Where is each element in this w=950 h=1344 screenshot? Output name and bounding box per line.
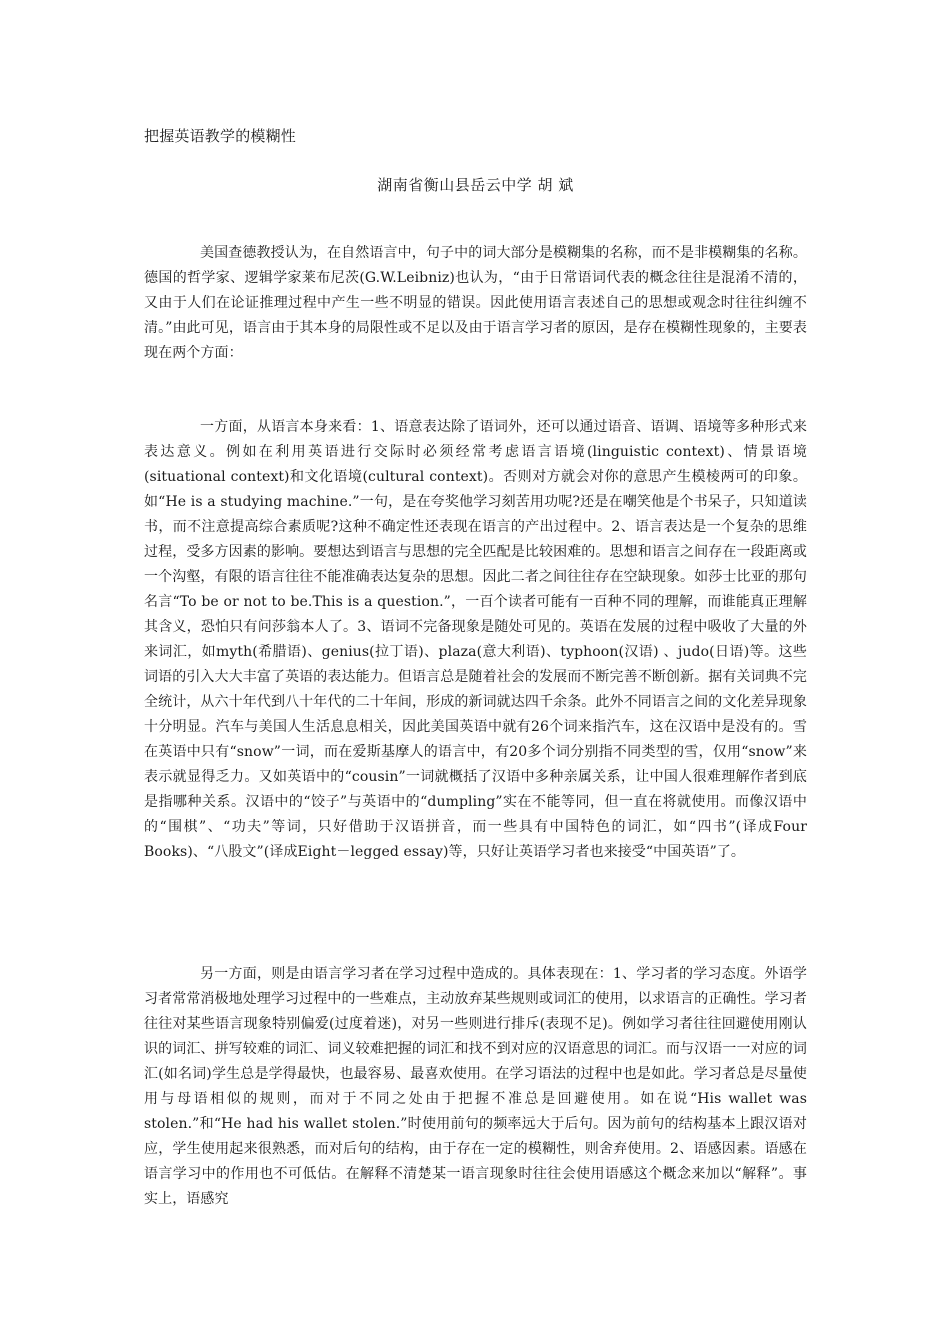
author-line: 湖南省衡山县岳云中学 胡 斌 xyxy=(377,176,574,194)
body-paragraph: 美国查德教授认为，在自然语言中，句子中的词大部分是模糊集的名称，而不是非模糊集的名称。德国的哲学家、逻辑学家莱布尼茨(G.W.Leibniz)也认为，“由于日常语词代表的概念往往是混淆不清的，又由于人们在论证推理过程中产生一些不明显的错误。因此使用语言表述自己的思想或观念时往往纠缠不清。”由此可见，语言由于其本身的局限性或不足以及由于语言学习者的原因，是存在模糊性现象的，主要表现在两个方面： xyxy=(144,245,807,361)
body-paragraph: 一方面，从语言本身来看：1、语意表达除了语词外，还可以通过语音、语调、语境等多种形式来表达意义。例如在利用英语进行交际时必须经常考虑语言语境(linguistic context)、情景语境(situational context)和文化语境(cultural context)。否则对方就会对你的意思产生模棱两可的印象。如“He is a studying machine.”一句，是在夸奖他学习刻苦用功呢?还是在嘲笑他是个书呆子，只知道读书，而不注意提高综合素质呢?这种不确定性还表现在语言的产出过程中。2、语言表达是一个复杂的思维过程，受多方因素的影响。要想达到语言与思想的完全匹配是比较困难的。思想和语言之间存在一段距离或一个沟壑，有限的语言往往不能准确表达复杂的思想。因此二者之间往往存在空缺现象。如莎士比亚的那句名言“To be or not to be.This is a question.”，一百个读者可能有一百种不同的理解，而谁能真正理解其含义，恐怕只有问莎翁本人了。3、语词不完备现象是随处可见的。英语在发展的过程中吸收了大量的外来词汇，如myth(希腊语)、genius(拉丁语)、plaza(意大利语)、typhoon(汉语) 、judo(日语)等。这些词语的引入大大丰富了英语的表达能力。但语言总是随着社会的发展而不断完善不断创新。据有关词典不完全统计，从六十年代到八十年代的二十年间，形成的新词就达四千余条。此外不同语言之间的文化差异现象十分明显。汽车与美国人生活息息相关，因此美国英语中就有26个词来指汽车，这在汉语中是没有的。雪在英语中只有“snow”一词，而在爱斯基摩人的语言中，有20多个词分别指不同类型的雪，仅用“snow”来表示就显得乏力。又如英语中的“cousin”一词就概括了汉语中多种亲属关系，让中国人很难理解作者到底是指哪种关系。汉语中的“饺子”与英语中的“dumpling”实在不能等同，但一直在将就使用。而像汉语中的“围棋”、“功夫”等词，只好借助于汉语拼音，而一些具有中国特色的词汇，如“四书”(译成Four Books)、“八股文”(译成Eight－legged essay)等，只好让英语学习者也来接受“中国英语”了。 xyxy=(144,419,807,860)
body-paragraph: 另一方面，则是由语言学习者在学习过程中造成的。具体表现在：1、学习者的学习态度。外语学习者常常消极地处理学习过程中的一些难点，主动放弃某些规则或词汇的使用，以求语言的正确性。学习者往往对某些语言现象特别偏爱(过度着迷)，对另一些则进行排斥(表现不足)。例如学习者往往回避使用刚认识的词汇、拼写较难的词汇、词义较难把握的词汇和找不到对应的汉语意思的词汇。而与汉语一一对应的词汇(如名词)学生总是学得最快，也最容易、最喜欢使用。在学习语法的过程中也是如此。学习者总是尽量使用与母语相似的规则，而对于不同之处由于把握不准总是回避使用。如在说“His wallet was stolen.”和“He had his wallet stolen.”时使用前句的频率远大于后句。因为前句的结构基本上跟汉语对应，学生使用起来很熟悉，而对后句的结构，由于存在一定的模糊性，则舍弃使用。2、语感因素。语感在语言学习中的作用也不可低估。在解释不清楚某一语言现象时往往会使用语感这个概念来加以“解释”。事实上，语感究 xyxy=(144,966,807,1207)
article-title: 把握英语教学的模糊性 xyxy=(144,127,297,145)
